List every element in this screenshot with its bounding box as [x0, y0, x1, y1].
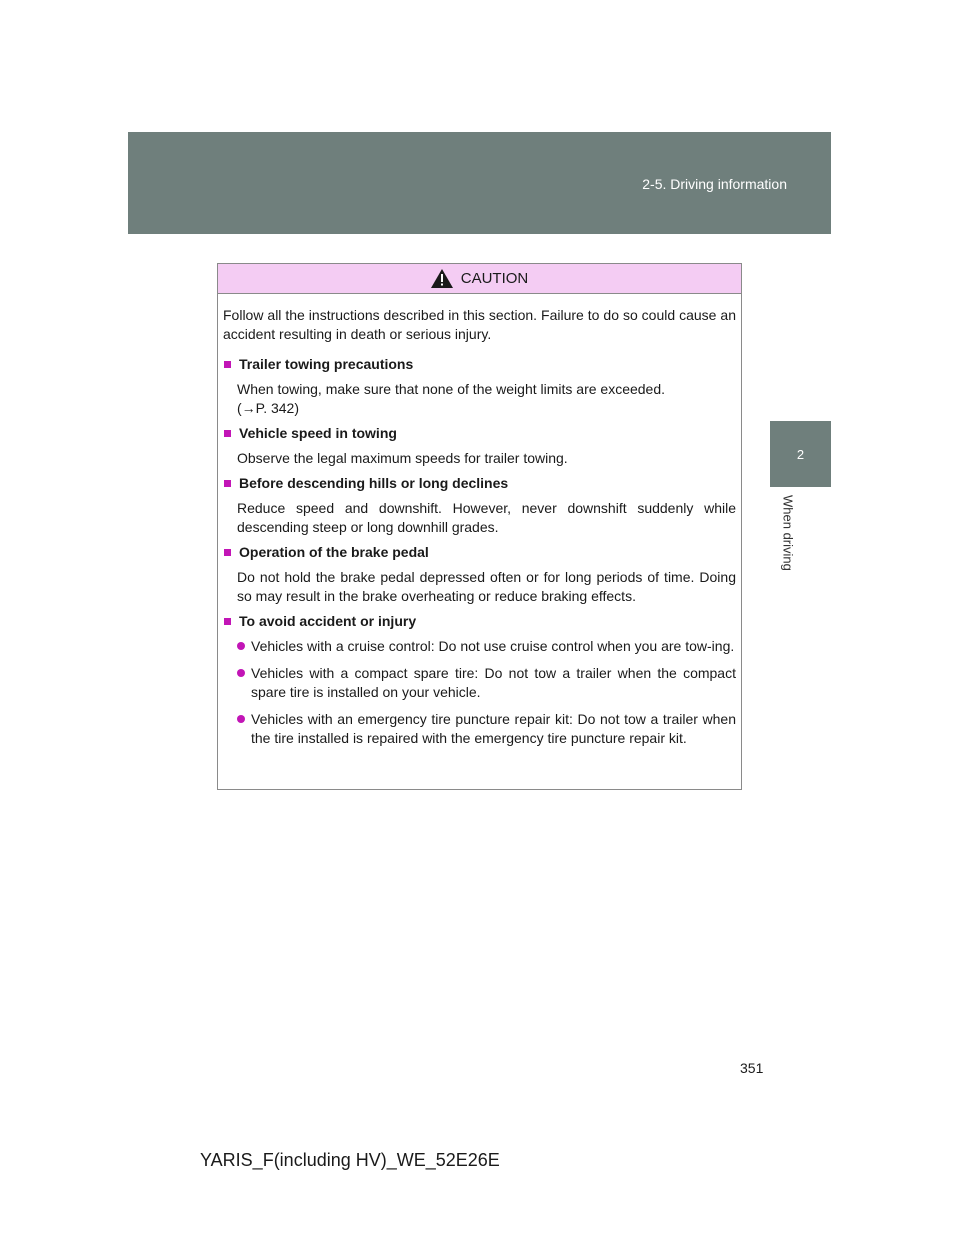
page-number: 351	[740, 1060, 764, 1076]
section-brake-pedal	[223, 543, 736, 606]
section-title: Operation of the brake pedal	[239, 544, 429, 560]
round-bullet-icon	[237, 715, 245, 723]
caution-heading: CAUTION	[460, 270, 529, 287]
section-avoid-accident	[223, 612, 736, 748]
header-band	[128, 132, 831, 234]
caution-header	[218, 264, 741, 294]
section-text: When towing, make sure that none of the weight limits are exceeded.	[237, 381, 666, 397]
chapter-tab	[770, 421, 831, 487]
section-title: Before descending hills or long declines	[239, 475, 509, 491]
chapter-label: When driving	[780, 495, 796, 571]
caution-body	[218, 294, 741, 748]
section-descending-hills	[223, 474, 736, 537]
list-item	[237, 637, 736, 656]
list-item	[237, 664, 736, 702]
round-bullet-icon	[237, 642, 245, 650]
footer-document-code: YARIS_F(including HV)_WE_52E26E	[200, 1150, 500, 1170]
square-bullet-icon	[224, 549, 231, 556]
section-trailer-towing	[223, 355, 736, 418]
list-item-text: Vehicles with a compact spare tire: Do not tow a trailer when the compact spare tire is installed on your vehicle.	[251, 665, 736, 700]
chapter-number: 2	[796, 446, 805, 462]
section-vehicle-speed	[223, 424, 736, 468]
caution-intro: Follow all the instructions described in this section. Failure to do so could cause an accident resulting in death or serious injury.	[223, 307, 736, 342]
list-item	[237, 710, 736, 748]
list-item-text: Vehicles with a cruise control: Do not use cruise control when you are tow-ing.	[251, 638, 735, 654]
square-bullet-icon	[224, 430, 231, 437]
square-bullet-icon	[224, 618, 231, 625]
section-text: Reduce speed and downshift. However, never downshift suddenly while descending steep or long downhill grades.	[237, 500, 736, 535]
list-item-text: Vehicles with an emergency tire puncture repair kit: Do not tow a trailer when the tire installed is repaired with the emergency tire puncture repair kit.	[251, 711, 736, 746]
square-bullet-icon	[224, 480, 231, 487]
section-title: Trailer towing precautions	[239, 356, 414, 372]
section-title: 2-5. Driving information	[642, 176, 787, 192]
section-text: Do not hold the brake pedal depressed often or for long periods of time. Doing so may result in the brake overheating or reduce braking effects.	[237, 569, 736, 604]
section-title: Vehicle speed in towing	[239, 425, 397, 441]
page-reference: (→P. 342)	[237, 400, 299, 416]
caution-box	[217, 263, 742, 790]
warning-triangle-icon	[431, 269, 453, 288]
section-text: Observe the legal maximum speeds for trailer towing.	[237, 450, 568, 466]
round-bullet-icon	[237, 669, 245, 677]
square-bullet-icon	[224, 361, 231, 368]
section-title: To avoid accident or injury	[239, 613, 417, 629]
